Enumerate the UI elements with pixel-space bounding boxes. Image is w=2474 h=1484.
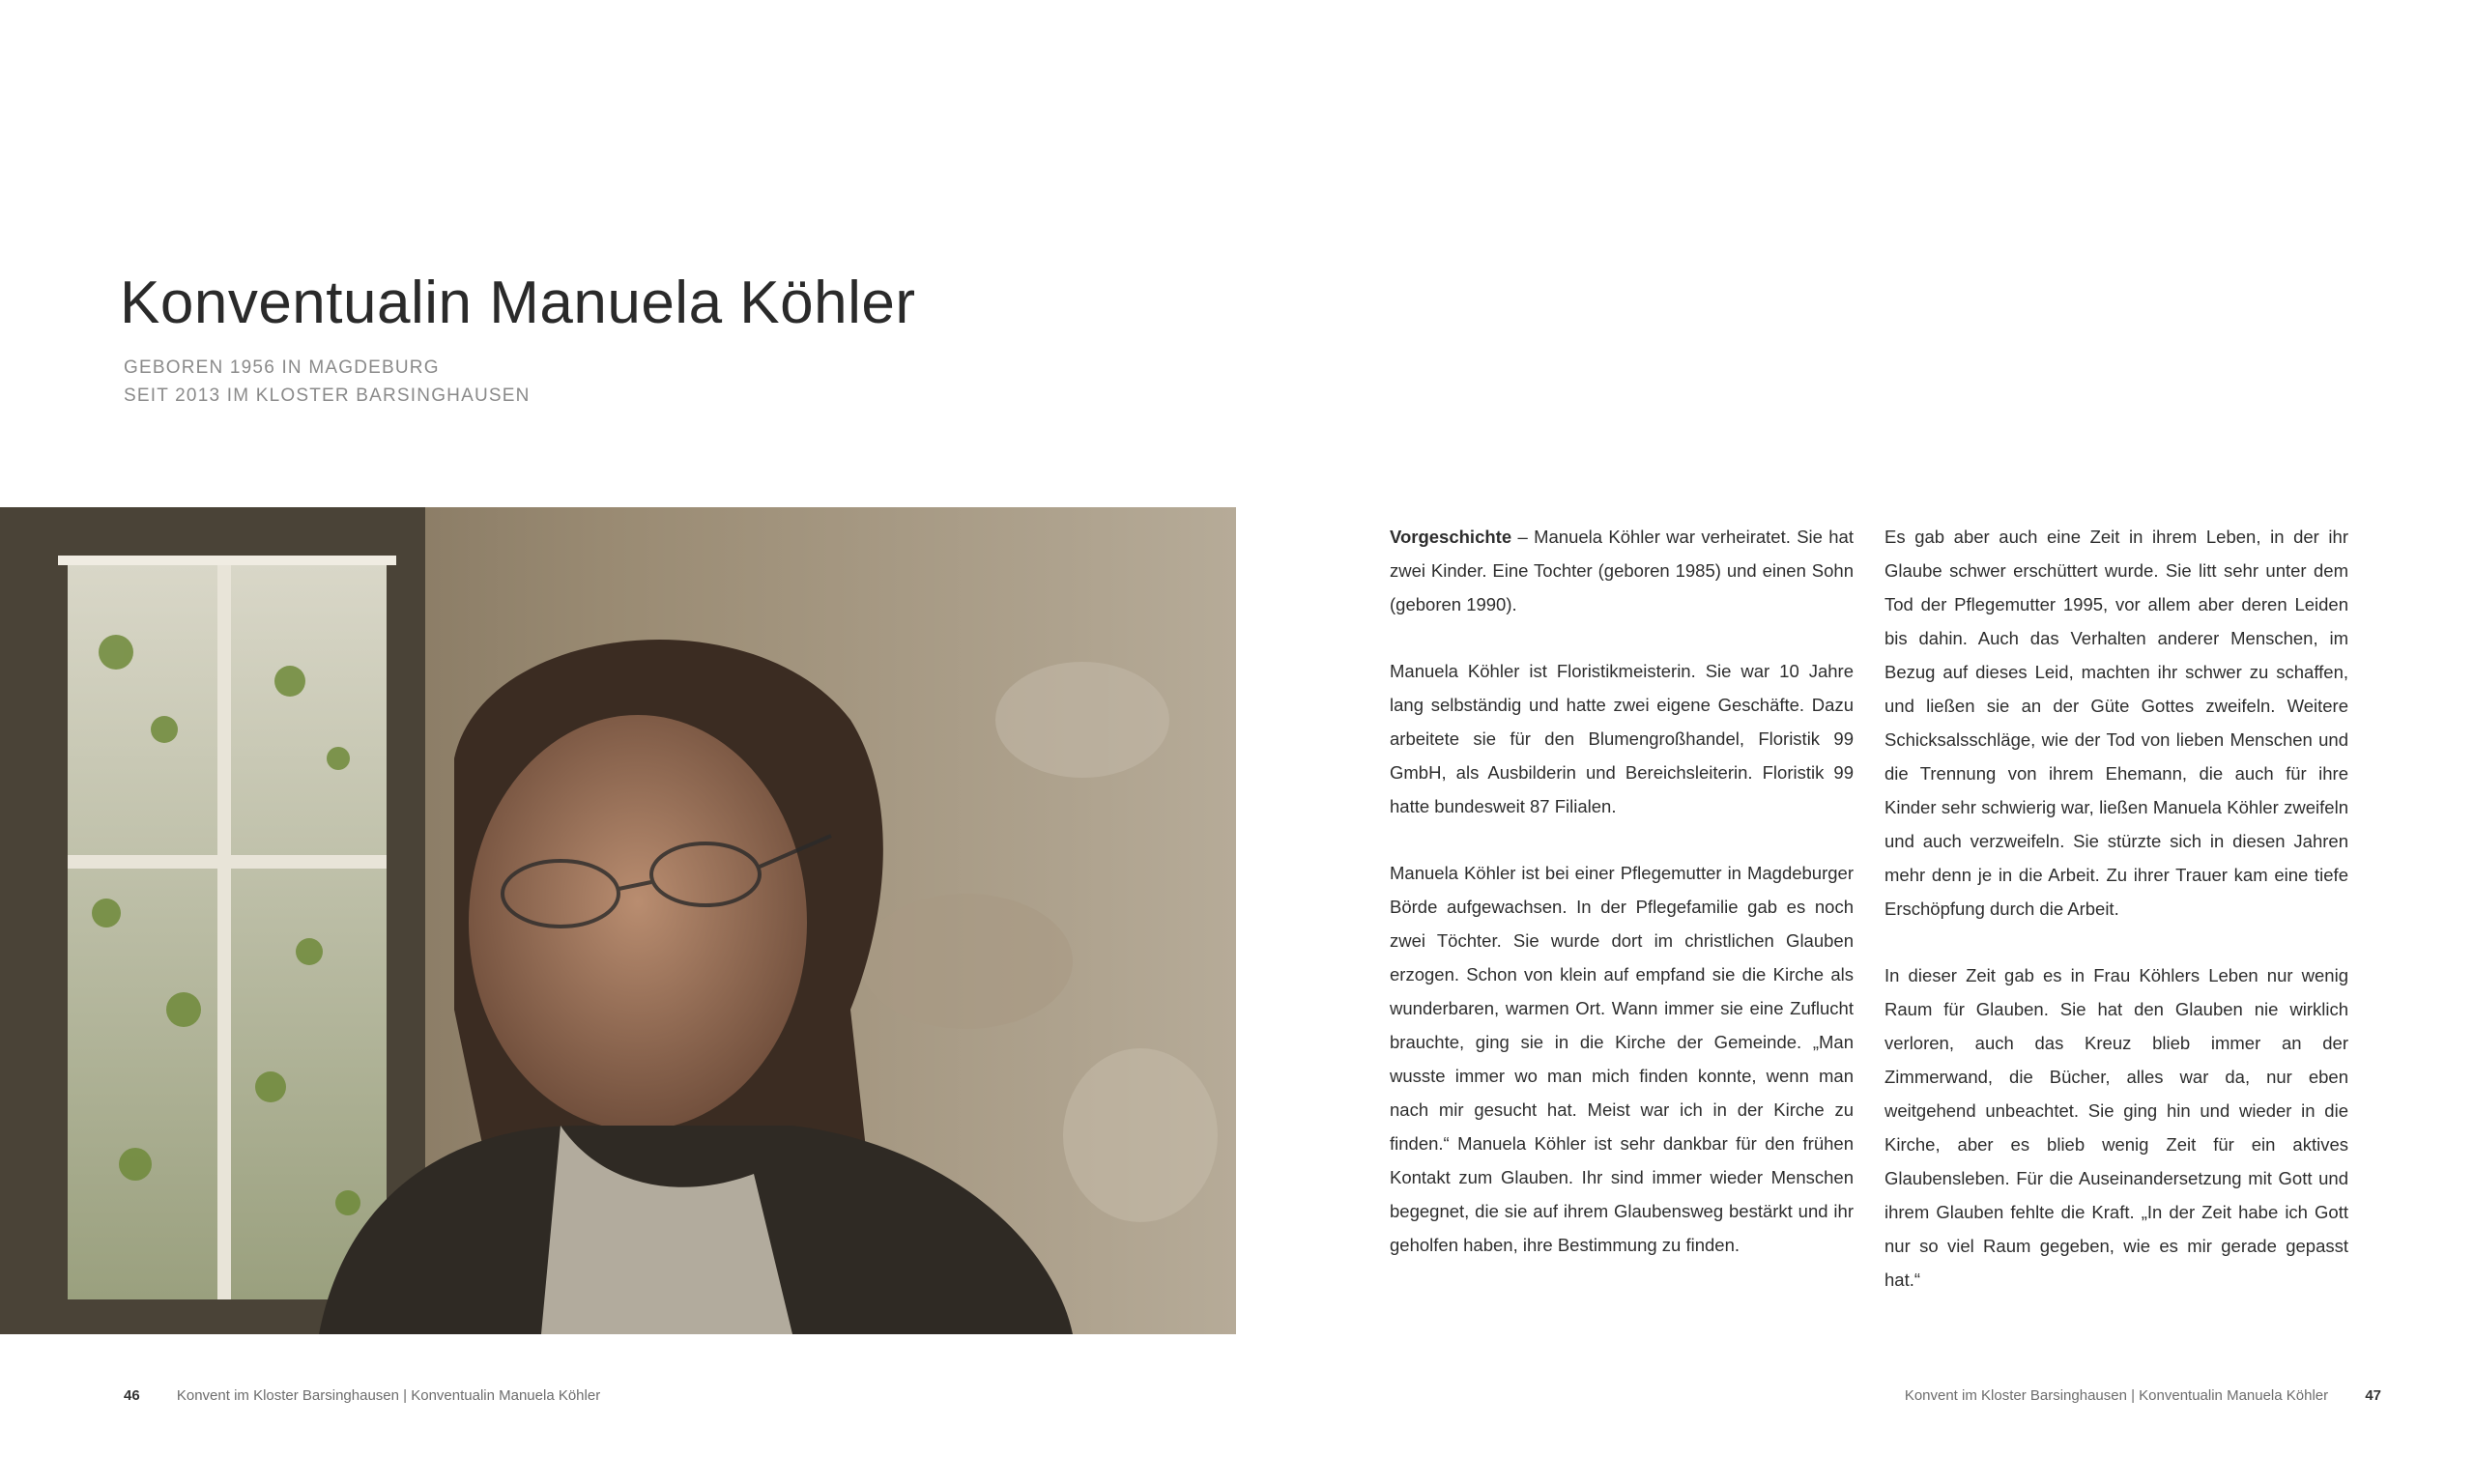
subtitle-convent: SEIT 2013 IM KLOSTER BARSINGHAUSEN [124, 385, 531, 406]
footer-right [1905, 1387, 2381, 1404]
page-title: Konventualin Manuela Köhler [120, 270, 916, 336]
section-lead: Vorgeschichte [1390, 527, 1512, 547]
paragraph-vorgeschichte [1390, 520, 1854, 621]
portrait-photo-illustration [0, 507, 1236, 1334]
page-number-right: 47 [2365, 1387, 2381, 1404]
paragraph-childhood: Manuela Köhler ist bei einer Pflegemutter in Magdeburger Börde aufgewachsen. In der Pflegefamilie gab es noch zwei Töchter. Sie wurde dort im christlichen Glauben erzogen. Schon von klein auf empfand sie die Kirche als wunderbaren, warmen Ort. Wann immer sie eine Zuflucht brauchte, ging sie in die Kirche der Gemeinde. „Man wusste immer wo man mich finden konnte, wenn man nach mir gesucht hat. Meist war ich in der Kirche zu finden.“ Manuela Köhler ist sehr dankbar für den frühen Kontakt zum Glauben. Ihr sind immer wieder Menschen begegnet, die sie auf ihrem Glaubensweg bestärkt und ihr geholfen haben, ihre Bestimmung zu finden. [1390, 863, 1854, 1255]
text-column-1 [1390, 520, 1854, 1295]
footer-left-text: Konvent im Kloster Barsinghausen | Konventualin Manuela Köhler [176, 1387, 601, 1404]
paragraph-text: – Manuela Köhler war verheiratet. Sie hat zwei Kinder. Eine Tochter (geboren 1985) und einen Sohn (geboren 1990). [1390, 527, 1854, 614]
paragraph-career: Manuela Köhler ist Floristikmeisterin. Sie war 10 Jahre lang selbständig und hatte zwei eigene Geschäfte. Dazu arbeitete sie für den Blumengroßhandel, Floristik 99 GmbH, als Ausbilderin und Bereichsleiterin. Floristik 99 hatte bundesweit 87 Filialen. [1390, 661, 1854, 816]
subtitle [124, 354, 531, 410]
page-number-left: 46 [124, 1387, 140, 1404]
footer-right-text: Konvent im Kloster Barsinghausen | Konventualin Manuela Köhler [1904, 1387, 2329, 1404]
subtitle-birth: GEBOREN 1956 IN MAGDEBURG [124, 357, 440, 378]
paragraph-faith: In dieser Zeit gab es in Frau Köhlers Leben nur wenig Raum für Glauben. Sie hat den Glauben nie wirklich verloren, auch das Kreuz blieb immer an der Zimmerwand, die Bücher, alles war da, nur eben weitgehend unbeachtet. Sie ging hin und wieder in die Kirche, aber es blieb wenig Zeit für ein aktives Glaubensleben. Für die Auseinandersetzung mit Gott und ihrem Glauben fehlte die Kraft. „In der Zeit habe ich Gott nur so viel Raum gegeben, wie es mir gerade gepasst hat.“ [1884, 965, 2348, 1290]
right-page [1237, 0, 2474, 1484]
text-column-2 [1884, 520, 2348, 1329]
paragraph-crisis: Es gab aber auch eine Zeit in ihrem Leben, in der ihr Glaube schwer erschüttert wurde. Sie litt sehr unter dem Tod der Pflegemutter 1995, vor allem aber deren Leiden bis dahin. Auch das Verhalten anderer Menschen, im Bezug auf dieses Leid, machten ihr schwer zu schaffen, und ließen sie an der Güte Gottes zweifeln. Weitere Schicksalsschläge, wie der Tod von lieben Menschen und die Trennung von ihrem Ehemann, die auch für ihre Kinder sehr schwierig war, ließen Manuela Köhler zweifeln und auch verzweifeln. Sie stürzte sich in diesen Jahren mehr denn je in die Arbeit. Zu ihrer Trauer kam eine tiefe Erschöpfung durch die Arbeit. [1884, 527, 2348, 919]
portrait-photo [0, 507, 1236, 1334]
footer-left [124, 1387, 600, 1404]
